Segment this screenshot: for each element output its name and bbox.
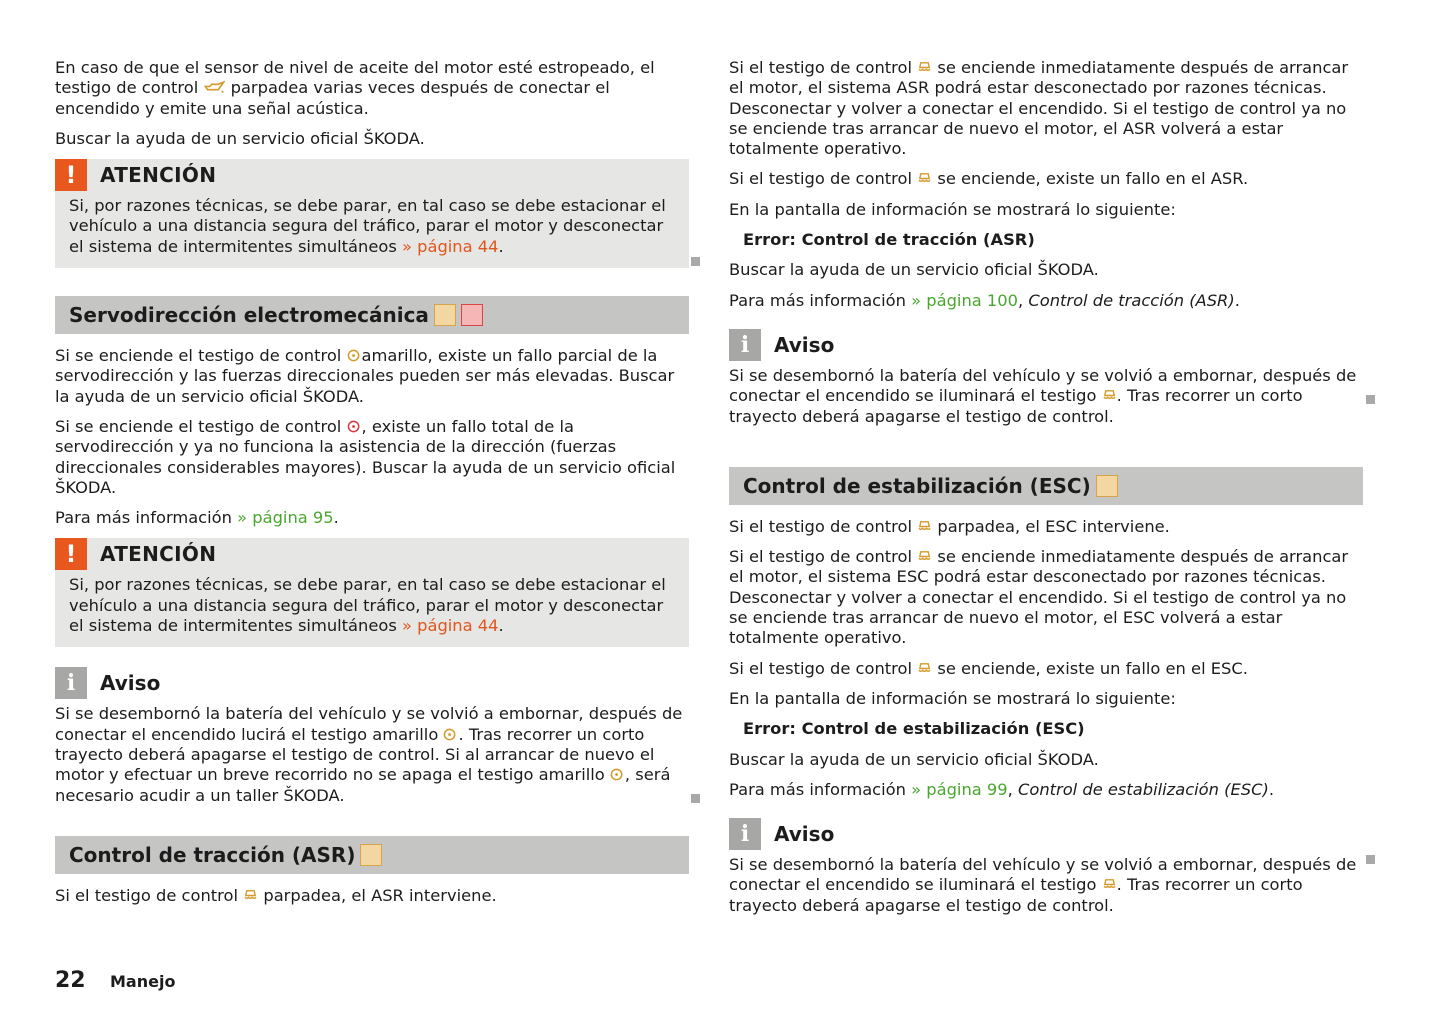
section-end-marker — [1366, 395, 1375, 404]
page-link[interactable]: » página 44 — [402, 236, 499, 256]
oil-can-icon — [203, 80, 225, 95]
steering-warning-red-icon — [347, 419, 362, 434]
warning-title: ATENCIÓN — [100, 542, 217, 567]
info-icon: i — [729, 818, 761, 850]
paragraph: Buscar la ayuda de un servicio oficial ŠKODA. — [55, 128, 425, 148]
page-number: 22 — [55, 968, 86, 993]
error-message: Error: Control de estabilización (ESC) — [743, 719, 1085, 739]
note-box: i Aviso Si se desembornó la batería del vehículo y se volvió a embornar, después de conectar el encendido se iluminará el testigo . Tras recorrer un corto trayecto deberá apagarse el testigo de control. — [729, 818, 1363, 916]
steering-warning-red-icon — [461, 304, 483, 326]
note-box: i Aviso Si se desembornó la batería del vehículo y se volvió a embornar, después de conectar el encendido se iluminará el testigo . Tras recorrer un corto trayecto deberá apagarse el testigo de control. — [729, 329, 1363, 427]
warning-title: ATENCIÓN — [100, 163, 217, 188]
section-end-marker — [1366, 855, 1375, 864]
section-title: Servodirección electromecánica — [69, 303, 429, 328]
page-link[interactable]: » página 100 — [911, 290, 1018, 310]
info-icon: i — [729, 329, 761, 361]
stability-control-icon — [917, 661, 932, 676]
warning-icon: ! — [55, 538, 87, 570]
note-title: Aviso — [774, 332, 835, 357]
left-column: En caso de que el sensor de nivel de aceite del motor esté estropeado, el testigo de control parpadea varias veces después de conectar el encendido y emite una señal acústica. Buscar la ayuda de un servicio oficial ŠKODA. ! ATENCIÓN Si, por razones técnicas, se debe parar, en tal caso se debe estacionar el vehículo a una distancia segura del tráfico, parar el motor y desconectar el sistema de intermitentes simultáneos » página 44. Servodirección electromecánica Si se enciende el testigo de control amarillo, existe un fallo parcial de la servodirección y las fuerzas direccionales pueden ser más elevadas. Buscar la ayuda de un servicio oficial ŠKODA. Si se enciende el testigo de control , existe un fallo total de la servodirección y ya no funciona la asistencia de la dirección (fuerzas direccionales considerables mayores). Buscar la ayuda de un servicio oficial ŠKODA. Para más información » página 95. ! ATENCIÓN Si, por razones técnicas, se debe parar, en tal caso se debe estacionar el vehículo a una distancia segura del tráfico, parar el motor y desconectar el sistema de intermitentes simultáneos » página 44. i Aviso Si se desembornó la batería del vehículo y se volvió a embornar, después de conectar el encendido lucirá el testigo amarillo . Tras recorrer un corto trayecto deberá apagarse el testigo de control. Si al arrancar de nuevo el motor y efectuar un breve recorrido no se apaga el testigo amarillo , será necesario acudir a un taller ŠKODA. Control de tracción (ASR) Si el testigo de control parpadea, el ASR interviene. — [55, 58, 689, 916]
traction-control-icon — [360, 844, 382, 866]
footer-section: Manejo — [110, 972, 176, 991]
stability-control-icon — [1096, 475, 1118, 497]
note-title: Aviso — [100, 671, 161, 696]
right-column: Si el testigo de control se enciende inmediatamente después de arrancar el motor, el sistema ASR podrá estar desconectado por razones técnicas. Desconectar y volver a conectar el encendido. Si el testigo de control ya no se enciende tras arrancar de nuevo el motor, el ASR volverá a estar totalmente operativo. Si el testigo de control se enciende, existe un fallo en el ASR. En la pantalla de información se mostrará lo siguiente: Error: Control de tracción (ASR) Buscar la ayuda de un servicio oficial ŠKODA. Para más información » página 100, Control de tracción (ASR). i Aviso Si se desembornó la batería del vehículo y se volvió a embornar, después de conectar el encendido se iluminará el testigo . Tras recorrer un corto trayecto deberá apagarse el testigo de control. Control de estabilización (ESC) Si el testigo de control parpadea, el ESC interviene. Si el testigo de control se enciende inmediatamente después de arrancar el motor, el sistema ESC podrá estar desconectado por razones técnicas. Desconectar y volver a conectar el encendido. Si el testigo de control ya no se enciende tras arrancar de nuevo el motor, el ESC volverá a estar totalmente operativo. Si el testigo de control se enciende, existe un fallo en el ESC. En la pantalla de información se mostrará lo siguiente: Error: Control de estabilización (ESC) Buscar la ayuda de un servicio oficial ŠKODA. Para más información » página 99, Control de estabilización (ESC). i Aviso Si se desembornó la batería del vehículo y se volvió a embornar, después de conectar el encendido se iluminará el testigo . Tras recorrer un corto trayecto deberá apagarse el testigo de control. — [729, 58, 1363, 916]
section-title: Control de estabilización (ESC) — [743, 473, 1091, 498]
steering-warning-yellow-icon — [434, 304, 456, 326]
section-header — [55, 836, 689, 874]
steering-warning-yellow-icon — [610, 767, 625, 782]
paragraph: En caso de que el sensor de nivel de aceite del motor esté estropeado, el testigo de control parpadea varias veces después de conectar el encendido y emite una señal acústica. — [55, 58, 655, 118]
stability-control-icon — [1102, 877, 1117, 892]
traction-control-icon — [243, 888, 258, 903]
stability-control-icon — [917, 519, 932, 534]
note-box: i Aviso Si se desembornó la batería del vehículo y se volvió a embornar, después de conectar el encendido lucirá el testigo amarillo . Tras recorrer un corto trayecto deberá apagarse el testigo de control. Si al arrancar de nuevo el motor y efectuar un breve recorrido no se apaga el testigo amarillo , será necesario acudir a un taller ŠKODA. — [55, 667, 689, 805]
steering-warning-yellow-icon — [443, 727, 458, 742]
warning-box: ! ATENCIÓN Si, por razones técnicas, se debe parar, en tal caso se debe estacionar el vehículo a una distancia segura del tráfico, parar el motor y desconectar el sistema de intermitentes simultáneos » página 44. — [55, 538, 689, 647]
stability-control-icon — [917, 549, 932, 564]
section-header — [729, 467, 1363, 505]
info-icon: i — [55, 667, 87, 699]
section-end-marker — [691, 257, 700, 266]
section-header — [55, 296, 689, 334]
traction-control-icon — [917, 60, 932, 75]
page-link[interactable]: » página 95 — [237, 508, 334, 528]
error-message: Error: Control de tracción (ASR) — [743, 230, 1035, 250]
note-title: Aviso — [774, 822, 835, 847]
traction-control-icon — [1102, 388, 1117, 403]
page-link[interactable]: » página 99 — [911, 779, 1008, 799]
steering-warning-yellow-icon — [347, 348, 362, 363]
traction-control-icon — [917, 171, 932, 186]
warning-box: ! ATENCIÓN Si, por razones técnicas, se debe parar, en tal caso se debe estacionar el vehículo a una distancia segura del tráfico, parar el motor y desconectar el sistema de intermitentes simultáneos » página 44. — [55, 159, 689, 268]
warning-icon: ! — [55, 159, 87, 191]
page-link[interactable]: » página 44 — [402, 616, 499, 636]
section-title: Control de tracción (ASR) — [69, 842, 356, 867]
section-end-marker — [691, 794, 700, 803]
